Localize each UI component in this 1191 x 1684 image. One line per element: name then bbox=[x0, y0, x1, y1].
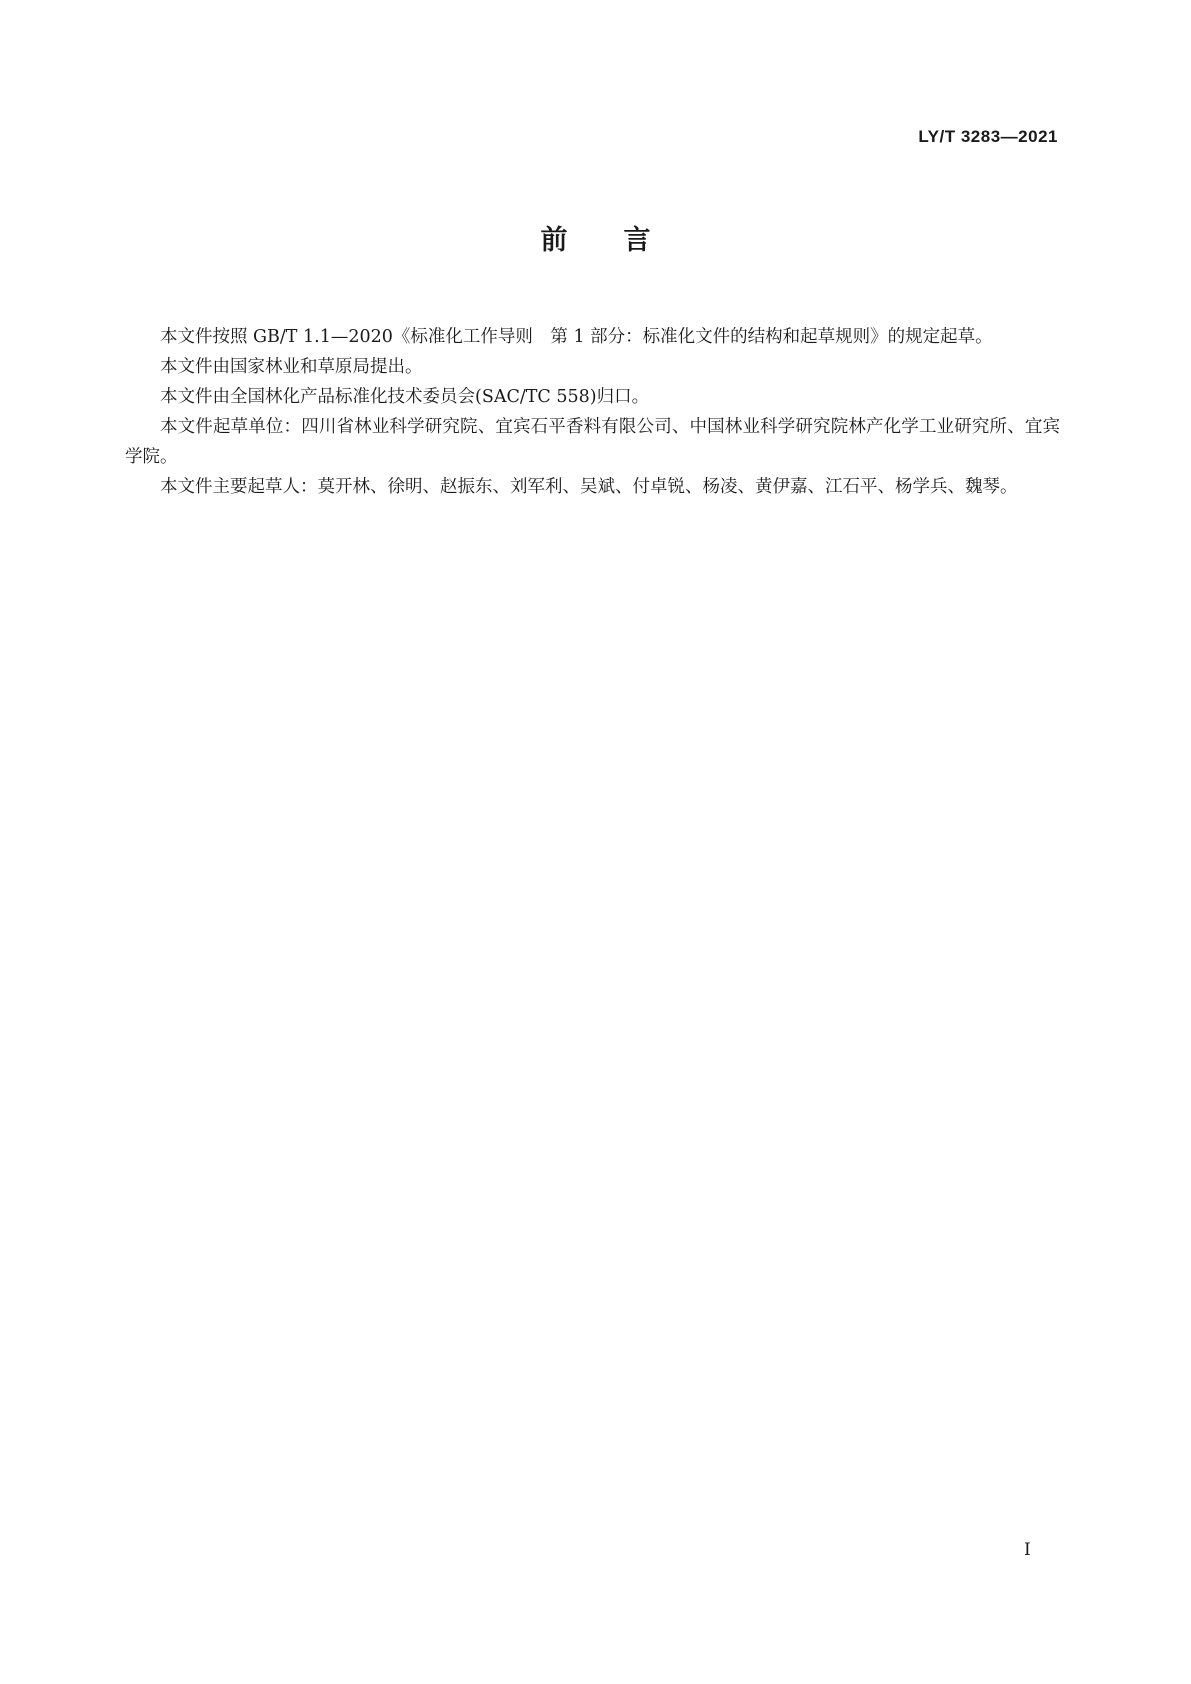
paragraph-proposer: 本文件由国家林业和草原局提出。 bbox=[160, 357, 423, 377]
page-number: I bbox=[1024, 1540, 1031, 1560]
paragraph-drafting-units: 本文件起草单位：四川省林业科学研究院、宜宾石平香料有限公司、中国林业科学研究院林产化学工业研究所、宜宾学院。 bbox=[125, 417, 1060, 467]
paragraph-drafters: 本文件主要起草人：莫开林、徐明、赵振东、刘军利、吴斌、付卓锐、杨凌、黄伊嘉、江石平、杨学兵、魏琴。 bbox=[160, 477, 1018, 497]
foreword-body bbox=[125, 322, 1060, 502]
paragraph-committee: 本文件由全国林化产品标准化技术委员会(SAC/TC 558)归口。 bbox=[160, 387, 650, 407]
paragraph-drafting-rules: 本文件按照 GB/T 1.1—2020《标准化工作导则 第 1 部分：标准化文件的结构和起草规则》的规定起草。 bbox=[160, 327, 993, 347]
page-title: 前言 bbox=[540, 225, 707, 256]
standard-code: LY/T 3283—2021 bbox=[918, 127, 1058, 146]
